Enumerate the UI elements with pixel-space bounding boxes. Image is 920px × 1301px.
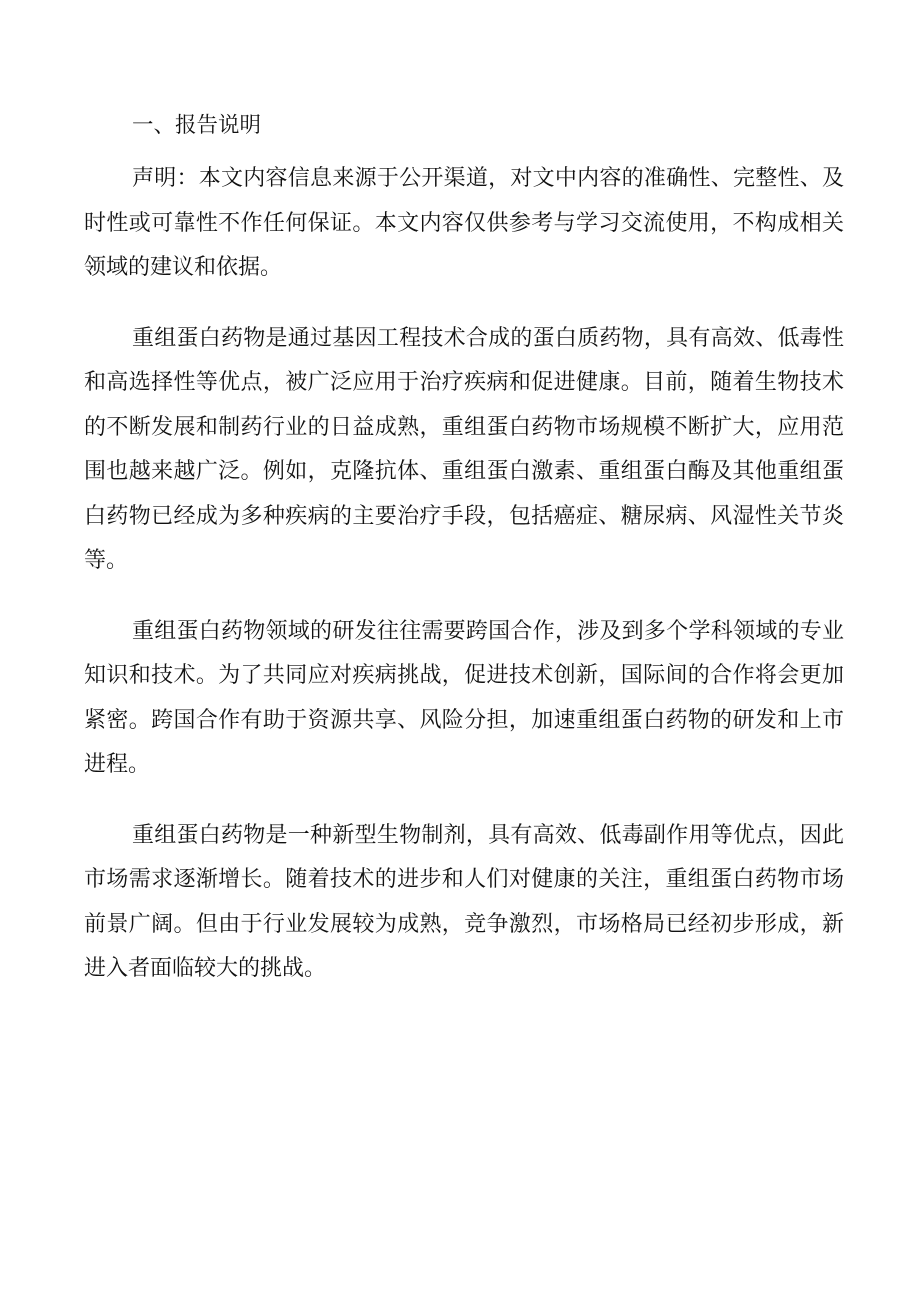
disclaimer-paragraph: 声明：本文内容信息来源于公开渠道，对文中内容的准确性、完整性、及时性或可靠性不作任何保证。本文内容仅供参考与学习交流使用，不构成相关领域的建议和依据。 (84, 166, 844, 280)
body-paragraph-market: 重组蛋白药物是一种新型生物制剂，具有高效、低毒副作用等优点，因此市场需求逐渐增长。随着技术的进步和人们对健康的关注，重组蛋白药物市场前景广阔。但由于行业发展较为成熟，竞争激烈，市场格局已经初步形成，新进入者面临较大的挑战。 (84, 822, 844, 981)
body-paragraph-overview: 重组蛋白药物是通过基因工程技术合成的蛋白质药物，具有高效、低毒性和高选择性等优点，被广泛应用于治疗疾病和促进健康。目前，随着生物技术的不断发展和制药行业的日益成熟，重组蛋白药物市场规模不断扩大，应用范围也越来越广泛。例如，克隆抗体、重组蛋白激素、重组蛋白酶及其他重组蛋白药物已经成为多种疾病的主要治疗手段，包括癌症、糖尿病、风湿性关节炎等。 (84, 325, 844, 573)
body-paragraph-cooperation: 重组蛋白药物领域的研发往往需要跨国合作，涉及到多个学科领域的专业知识和技术。为了共同应对疾病挑战，促进技术创新，国际间的合作将会更加紧密。跨国合作有助于资源共享、风险分担，加速重组蛋白药物的研发和上市进程。 (84, 618, 844, 777)
spacer (84, 148, 844, 157)
section-heading: 一、报告说明 (132, 113, 262, 138)
spacer (84, 584, 844, 610)
spacer (84, 291, 844, 317)
document-body (84, 103, 844, 992)
spacer (84, 788, 844, 814)
